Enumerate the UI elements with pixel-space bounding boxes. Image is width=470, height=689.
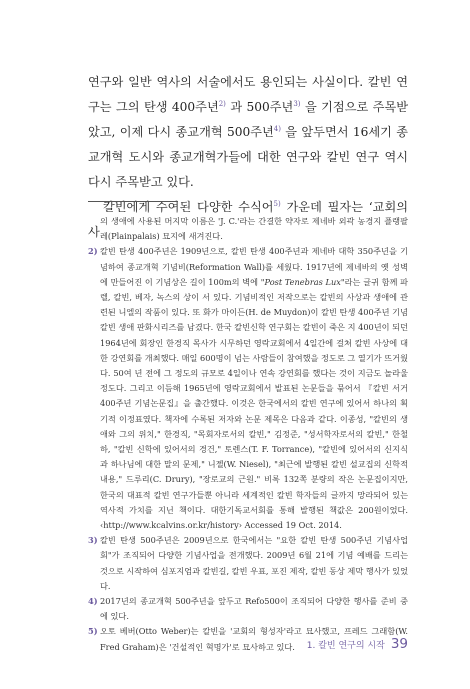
footnote-number: 3) <box>88 535 98 546</box>
footnote-5: 5) 오토 베버(Otto Weber)는 칼빈을 '교회의 형성자'라고 묘사했고, 프레드 그래함(W. Fred Graham)은 '건설적인 혁명가'로 묘사하고 있다. <box>88 626 408 652</box>
footnote-4: 4) 2017년의 종교개혁 500주년을 앞두고 Refo500이 조직되어 다양한 행사를 준비 중에 있다. <box>88 596 408 622</box>
footnote-continuation: 의 생애에 사용된 머지막 이름은 'J. C.'라는 간결한 약자로 제네바 외곽 농경지 플랭팔레(Plainpalais) 묘지에 새겨진다. <box>100 216 408 242</box>
footnotes <box>88 214 408 655</box>
footnote-number: 5) <box>88 626 98 637</box>
running-chapter-title: 1. 칼빈 연구의 시작 <box>306 641 385 651</box>
page-footer <box>307 636 408 652</box>
footnote-ref-3[interactable]: 3) <box>293 99 301 108</box>
footnote-ref-5[interactable]: 5) <box>273 199 281 208</box>
footnote-2: 2) 칼빈 탄생 400주년은 1909년으로, 칼빈 탄생 400주년과 제네바 대학 350주년을 기념하여 종교개혁 기념비(Reformation Wall)를 세웠다. 1917년에 제네바의 옛 성벽에 만들어진 이 기념상은 길이 100m의 벽에 "Post Tenebras Lux"라는 글귀 함께 파렐, 칼빈, 베자, 녹스의 상이 서 있다. 기념비적인 저작으로는 칼빈의 사상과 생애에 관련된 니엘의 작품이 있다. 또 화가 마이든(H. de Muydon)이 칼빈 탄생 400주년 기념 칼빈 생애 판화시리즈를 남겼다. 한국 칼빈신학 연구회는 칼빈이 죽은 지 400년이 되던 1964년에 회장인 한경직 목사가 시무하던 영락교회에서 4일간에 걸쳐 칼빈 사상에 대한 강연회를 개최했다. 매일 600명이 넘는 사람들이 참여했을 정도로 그 열기가 뜨거웠다. 50여 년 전에 그 정도의 규모로 4일이나 연속 강연회를 했다는 것이 지금도 놀라울 정도다. 그리고 이듬해 1965년에 영락교회에서 발표된 논문들을 묶어서 『칼빈 서거 400주년 기념논문집』을 출간했다. 이것은 한국에서의 칼빈 연구에 있어서 하나의 획기적 이정표였다. 책자에 수록된 저자와 논문 제목은 다음과 같다. 이종성, "칼빈의 생애와 그의 위치," 한경직, "목회자로서의 칼빈," 김정준, "성서학자로서의 칼빈," 한철하, "칼빈 신학에 있어서의 경건," 토렌스(T. F. Torrance), "칼빈에 있어서의 신지식과 하나님에 대한 말의 문제," 니젤(W. Niesel), "최근에 발행된 칼빈 설교집의 신학적 내용," 드루리(C. Drury), "장로교의 근원." 비록 132쪽 분량의 작은 논문집이지만, 한국의 대표적 칼빈 연구가들뿐 아니라 세계적인 칼빈 학자들의 글까지 망라되어 있는 역사적 가치를 지닌 책이다. 대한기독교서회를 통해 발행된 책값은 200원이었다. ‹http://www.kcalvins.or.kr/history› Accessed 19 Oct. 2014. <box>88 246 408 531</box>
footnote-separator <box>88 201 178 202</box>
paragraph-1: 연구와 일반 역사의 서술에서도 용인되는 사실이다. 칼빈 연구는 그의 탄생 400주년$^{2)}$ 과 500주년$^{3)}$ 을 기점으로 주목받았고, 이제 다시 종교개혁 500주년$^{4)}$ 을 앞두면서 16세기 종교개혁 도시와 종교개혁가들에 대한 연구와 칼빈 연구 역시 다시 주목받고 있다. <box>88 75 408 189</box>
footnote-number: 4) <box>88 596 98 607</box>
page-number: 39 <box>390 636 408 652</box>
footnote-number: 2) <box>88 246 98 257</box>
footnote-3: 3) 칼빈 탄생 500주년은 2009년으로 한국에서는 "요한 칼빈 탄생 500주년 기념사업회"가 조직되어 다양한 기념사업을 전개했다. 2009년 6월 21에 기념 예배를 드리는 것으로 시작하여 심포지엄과 칼빈길, 칼빈 우표, 포진 제작, 칼빈 동상 제막 행사가 있었다. <box>88 535 408 591</box>
footnote-ref-2[interactable]: 2) <box>218 99 226 108</box>
footnote-ref-4[interactable]: 4) <box>273 124 281 133</box>
paragraph-2: 칼빈에게 수여된 다양한 수식어$^{5)}$ 가운데 필자는 ‘교회의 사 <box>88 199 408 239</box>
